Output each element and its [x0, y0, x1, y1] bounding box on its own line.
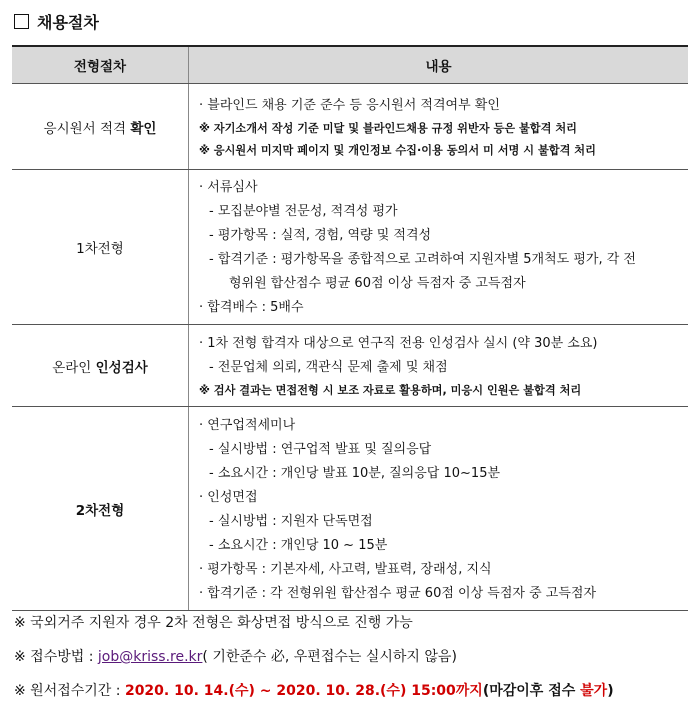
stage-label-bold: 확인: [130, 120, 157, 137]
stage-label: [12, 170, 189, 325]
stage-label-text: 2차전형: [75, 502, 125, 519]
content-line: 형위원 합산점수 평균 60점 이상 득점자 중 고득점자: [229, 276, 526, 291]
note-line: ※ 응시원서 미지막 페이지 및 개인정보 수집·이용 동의서 미 서명 시 불합격 처리: [199, 143, 596, 157]
content-line: · 인성면접: [199, 489, 258, 505]
note-line: ※ 검사 결과는 면접전형 시 보조 자료로 활용하며, 미응시 인원은 불합격 처리: [199, 383, 582, 397]
content-line: · 합격배수 : 5배수: [199, 300, 304, 315]
note-period-label: ※ 원서접수기간 :: [14, 683, 125, 699]
table-row: [12, 325, 688, 407]
stage-label-text: 1차전형: [76, 241, 124, 257]
content-line: - 합격기준 : 평가항목을 종합적으로 고려하여 지원자별 5개척도 평가, 각 전: [209, 252, 636, 267]
content-line: - 소요시간 : 개인당 발표 10분, 질의응답 10~15분: [209, 465, 501, 481]
stage-label: [12, 84, 189, 170]
note-period-dates: 2020. 10. 14.(수) ~ 2020. 10. 28.(수) 15:00까지: [124, 683, 483, 699]
table-row: [12, 84, 688, 170]
stage-label-text: 응시원서 적격: [43, 120, 131, 137]
content-line: · 1차 전형 합격자 대상으로 연구직 전용 인성검사 실시 (약 30분 소요): [199, 335, 598, 351]
stage-content: [189, 407, 689, 611]
table-row: [12, 407, 688, 611]
stage-content: [189, 170, 689, 325]
stage-content: [189, 325, 689, 407]
content-line: · 블라인드 채용 기준 준수 등 응시원서 적격여부 확인: [199, 97, 500, 113]
header-content: 내용: [189, 46, 689, 84]
note-method: [14, 646, 457, 666]
note-period-after: (마감이후 접수: [482, 683, 581, 699]
content-line: - 전문업체 의뢰, 객관식 문제 출제 및 채점: [209, 359, 448, 375]
note-line: ※ 자기소개서 작성 기준 미달 및 블라인드채용 규정 위반자 등은 불합격 처리: [199, 121, 577, 135]
content-line: - 평가항목 : 실적, 경험, 역량 및 적격성: [209, 228, 432, 243]
section-title: [14, 10, 99, 33]
content-line: - 모집분야별 전문성, 적격성 평가: [209, 204, 398, 219]
content-line: · 평가항목 : 기본자세, 사고력, 발표력, 장래성, 지식: [199, 561, 492, 577]
note-overseas-text: ※ 국외거주 지원자 경우 2차 전형은 화상면접 방식으로 진행 가능: [14, 615, 413, 631]
table-row: [12, 170, 688, 325]
note-period: [14, 680, 614, 700]
content-line: · 서류심사: [199, 180, 258, 195]
note-period-close: ): [607, 683, 614, 699]
stage-label-bold: 인성검사: [95, 359, 148, 376]
content-line: - 실시방법 : 지원자 단독면접: [209, 513, 373, 529]
section-title-text: 채용절차: [37, 13, 99, 32]
content-line: · 연구업적세미나: [199, 417, 296, 433]
header-stage: 전형절차: [12, 46, 189, 84]
content-line: - 소요시간 : 개인당 10 ~ 15분: [209, 537, 388, 553]
content-line: - 실시방법 : 연구업적 발표 및 질의응답: [209, 441, 432, 457]
email-link[interactable]: job@kriss.re.kr: [97, 649, 203, 665]
procedure-table: [12, 45, 688, 611]
note-overseas: [14, 612, 413, 632]
note-method-label: ※ 접수방법 :: [14, 649, 98, 665]
table-header-row: [12, 46, 688, 84]
note-method-detail: ( 기한준수 必, 우편접수는 실시하지 않음): [202, 649, 457, 665]
stage-content: [189, 84, 689, 170]
content-line: · 합격기준 : 각 전형위원 합산점수 평균 60점 이상 득점자 중 고득점자: [199, 585, 597, 601]
note-period-not-allowed: 불가: [580, 683, 608, 699]
checkbox-square-icon: [14, 14, 29, 29]
stage-label: [12, 325, 189, 407]
stage-label-text: 온라인: [52, 359, 96, 376]
stage-label: [12, 407, 189, 611]
